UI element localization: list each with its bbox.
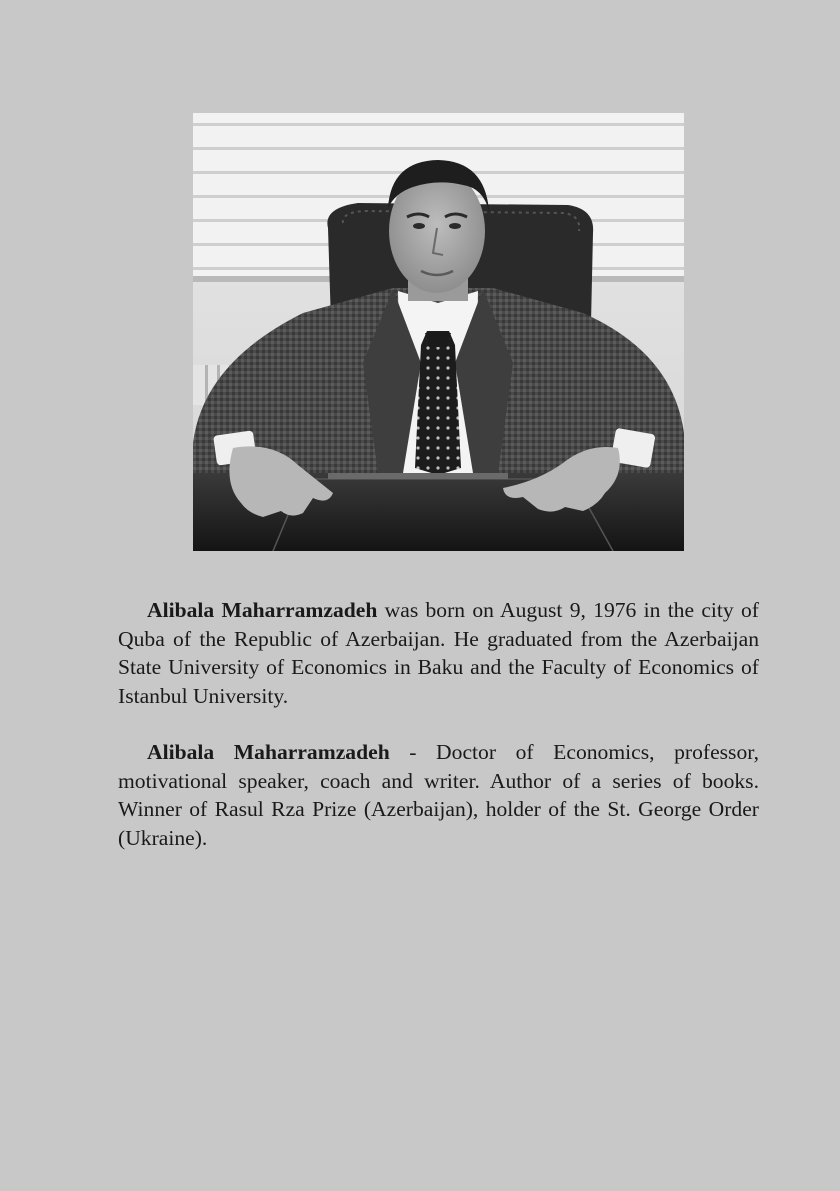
bio-paragraph-birth [118,596,759,710]
bio-text-career: - Doctor of Economics, professor, motivational speaker, coach and writer. Author of a series of books. Winner of Rasul Rza Prize (Azerbaijan), holder of the St. George Order (Ukraine). [118,740,759,850]
author-name: Alibala Maharramzadeh [147,740,390,764]
author-portrait-photo [193,113,684,551]
author-biography [118,596,759,880]
bio-text-birth: was born on August 9, 1976 in the city of Quba of the Republic of Azerbaijan. He graduated from the Azerbaijan State University of Economics in Baku and the Faculty of Economics of Istanbul University. [118,598,759,708]
author-name: Alibala Maharramzadeh [147,598,378,622]
polka-dot-tie [415,331,461,475]
bio-paragraph-career [118,738,759,852]
